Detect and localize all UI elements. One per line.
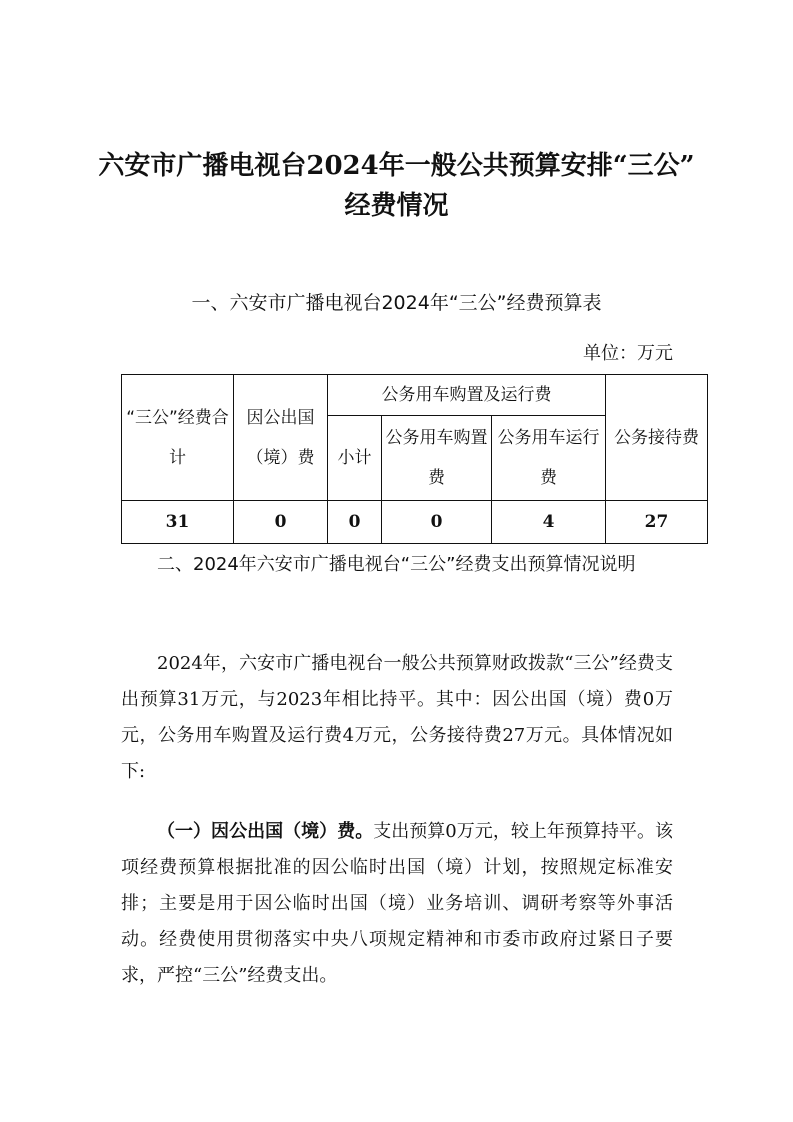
value-total: 31 — [122, 501, 234, 544]
paragraph-abroad — [121, 814, 673, 994]
header-total: “三公”经费合计 — [122, 375, 234, 501]
section2-heading: 二、2024年六安市广播电视台“三公”经费支出预算情况说明 — [157, 554, 636, 575]
budget-table — [121, 374, 708, 544]
table-header-row — [122, 375, 708, 416]
header-purchase: 公务用车购置费 — [382, 416, 492, 501]
paragraph-summary: 2024年，六安市广播电视台一般公共预算财政拨款“三公”经费支出预算31万元，与2023年相比持平。其中：因公出国（境）费0万元，公务用车购置及运行费4万元，公务接待费27万元。具体情况如下: — [121, 653, 673, 782]
value-subtotal: 0 — [328, 501, 382, 544]
header-reception: 公务接待费 — [606, 375, 708, 501]
table-row — [122, 501, 708, 544]
header-subtotal: 小计 — [328, 416, 382, 501]
value-reception: 27 — [606, 501, 708, 544]
document-title-line2: 经费情况 — [344, 191, 449, 221]
header-vehicle-group: 公务用车购置及运行费 — [328, 375, 606, 416]
value-abroad: 0 — [234, 501, 328, 544]
paragraph-abroad-body: 支出预算0万元，较上年预算持平。该项经费预算根据批准的因公临时出国（境）计划，按照规定标准安排；主要是用于因公临时出国（境）业务培训、调研考察等外事活动。经费使用贯彻落实中央八项规定精神和市委市政府过紧日子要求，严控“三公”经费支出。 — [121, 821, 673, 986]
document-title-line1: 六安市广播电视台2024年一般公共预算安排“三公” — [98, 151, 695, 181]
value-purchase: 0 — [382, 501, 492, 544]
value-operation: 4 — [492, 501, 606, 544]
document-title — [90, 146, 703, 226]
header-operation: 公务用车运行费 — [492, 416, 606, 501]
unit-label: 单位：万元 — [583, 343, 673, 364]
header-abroad: 因公出国（境）费 — [234, 375, 328, 501]
section1-heading: 一、六安市广播电视台2024年“三公”经费预算表 — [191, 292, 602, 314]
paragraph-abroad-lead: （一）因公出国（境）费。 — [157, 821, 374, 842]
